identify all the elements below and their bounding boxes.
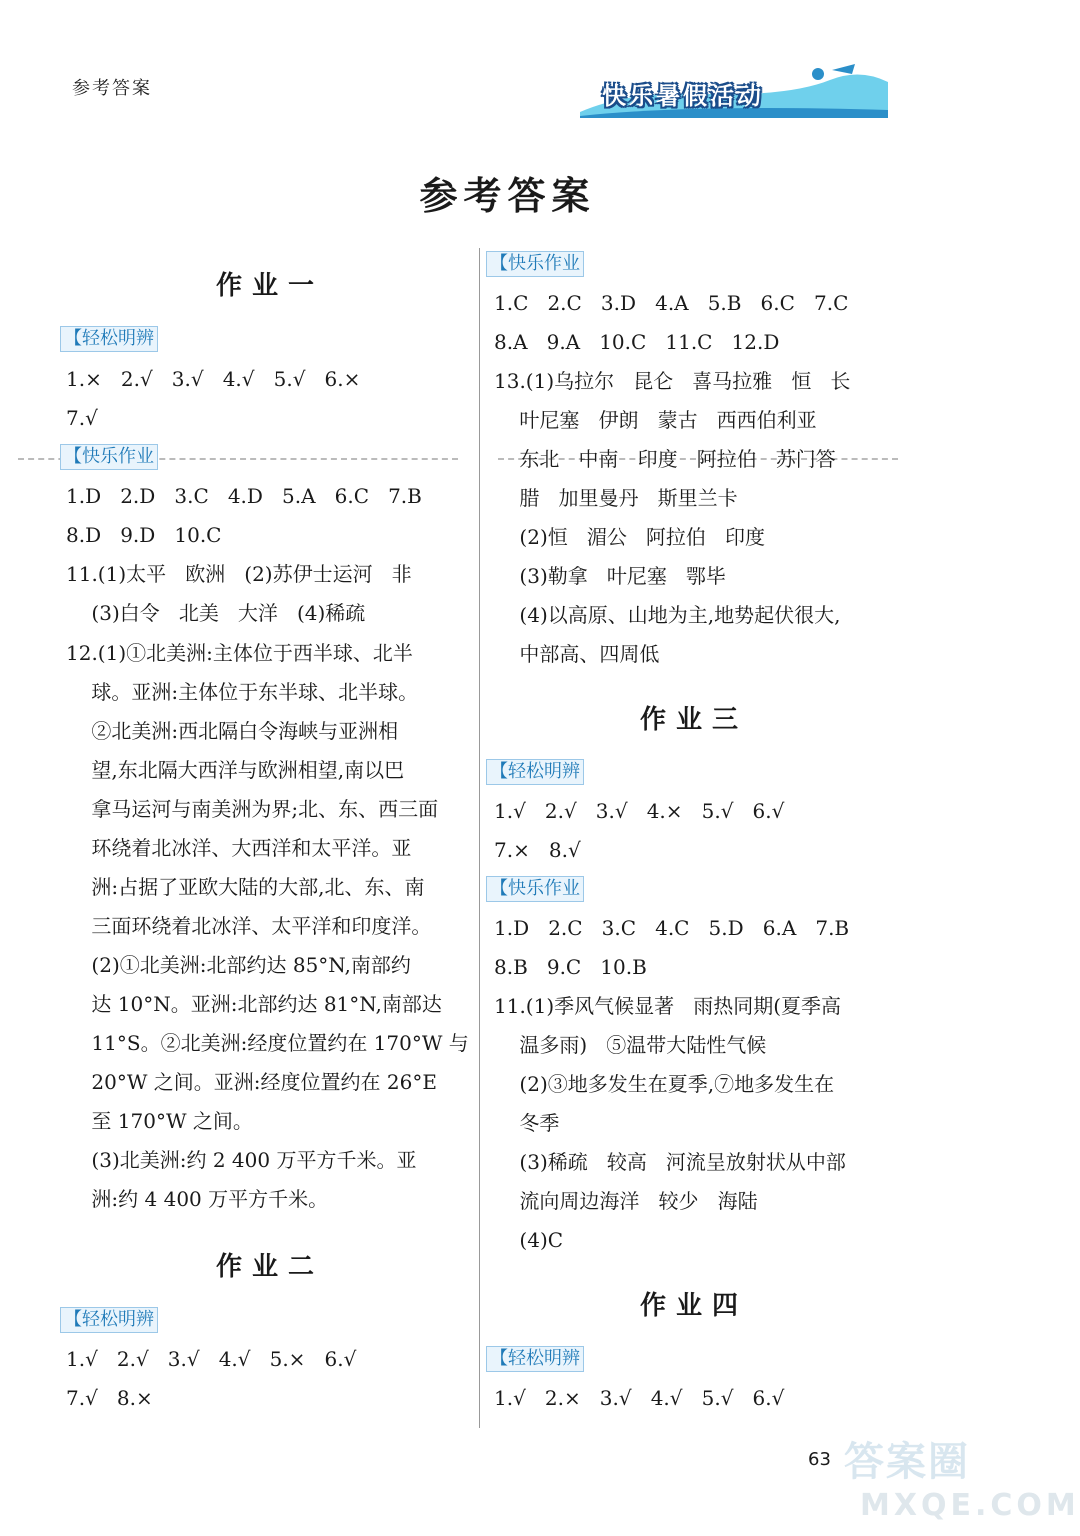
answer-line: (2)恒 湄公 阿拉伯 印度	[494, 525, 765, 549]
answer-line: 1.√ 2.× 3.√ 4.√ 5.√ 6.√	[494, 1386, 785, 1410]
hw2-title: 作业二	[216, 1252, 325, 1282]
answer-line: 11.(1)季风气候显著 雨热同期(夏季高	[494, 994, 842, 1018]
watermark-text: 答案圈	[844, 1439, 970, 1485]
watermark-logo	[838, 1430, 1080, 1530]
answer-line: 12.(1)①北美洲:主体位于西半球、北半	[66, 641, 413, 665]
answer-line: (4)以高原、山地为主,地势起伏很大,	[494, 603, 841, 627]
answer-line: (3)白令 北美 大洋 (4)稀疏	[66, 601, 366, 625]
answer-line: 环绕着北冰洋、大西洋和太平洋。亚	[66, 836, 412, 860]
answer-line: 7.× 8.√	[494, 838, 581, 862]
answer-line: (3)稀疏 较高 河流呈放射状从中部	[494, 1150, 846, 1174]
banner	[570, 60, 895, 120]
answer-line: 1.√ 2.√ 3.√ 4.× 5.√ 6.√	[494, 799, 785, 823]
hw3-title: 作业三	[640, 705, 749, 735]
answer-line: 20°W 之间。亚洲:经度位置约在 26°E	[66, 1070, 437, 1094]
watermark-url: MXQE.COM	[860, 1488, 1080, 1523]
answer-line: 7.√ 8.×	[66, 1386, 153, 1410]
answer-line: 11°S。②北美洲:经度位置约在 170°W 与	[66, 1031, 469, 1055]
answer-line: 达 10°N。亚洲:北部约达 81°N,南部达	[66, 992, 442, 1016]
column-divider	[479, 248, 480, 1428]
answer-line: 至 170°W 之间。	[66, 1109, 253, 1133]
answer-line: (4)C	[494, 1228, 564, 1252]
answer-line: 13.(1)乌拉尔 昆仑 喜马拉雅 恒 长	[494, 369, 851, 393]
hw1-title: 作业一	[216, 271, 325, 301]
answer-line: 冬季	[494, 1111, 560, 1135]
tag-easy: 【轻松明辨	[60, 326, 158, 352]
answer-line: 拿马运河与南美洲为界;北、东、西三面	[66, 797, 439, 821]
answer-line: 腊 加里曼丹 斯里兰卡	[494, 486, 738, 510]
answer-line: 1.D 2.D 3.C 4.D 5.A 6.C 7.B	[66, 484, 422, 508]
page-title: 参考答案	[419, 173, 596, 218]
answer-line: (2)①北美洲:北部约达 85°N,南部约	[66, 953, 411, 977]
answer-line: 1.D 2.C 3.C 4.C 5.D 6.A 7.B	[494, 916, 850, 940]
answer-line: 流向周边海洋 较少 海陆	[494, 1189, 758, 1213]
banner-title: 快乐暑假活动	[602, 82, 764, 110]
answer-line: 8.A 9.A 10.C 11.C 12.D	[494, 330, 780, 354]
hw4-title: 作业四	[640, 1291, 749, 1321]
answer-line: 11.(1)太平 欧洲 (2)苏伊士运河 非	[66, 562, 412, 586]
answer-line: 温多雨) ⑤温带大陆性气候	[494, 1033, 767, 1057]
corner-label: 参考答案	[72, 78, 152, 99]
answer-line: (3)勒拿 叶尼塞 鄂毕	[494, 564, 726, 588]
tag-happy: 【快乐作业	[60, 444, 158, 470]
tag-easy: 【轻松明辨	[486, 1346, 584, 1372]
answer-line: 7.√	[66, 406, 98, 430]
answer-line: 叶尼塞 伊朗 蒙古 西西伯利亚	[494, 408, 817, 432]
tag-happy: 【快乐作业	[486, 251, 584, 277]
answer-line: 1.√ 2.√ 3.√ 4.√ 5.× 6.√	[66, 1347, 357, 1371]
answer-line: 1.C 2.C 3.D 4.A 5.B 6.C 7.C	[494, 291, 849, 315]
answer-line: ②北美洲:西北隔白令海峡与亚洲相	[66, 719, 399, 743]
answer-line: 球。亚洲:主体位于东半球、北半球。	[66, 680, 419, 704]
answer-line: 中部高、四周低	[494, 642, 660, 666]
answer-line: (3)北美洲:约 2 400 万平方千米。亚	[66, 1148, 417, 1172]
answer-line: 三面环绕着北冰洋、太平洋和印度洋。	[66, 914, 432, 938]
page-number: 63	[808, 1449, 831, 1470]
answer-line: 8.B 9.C 10.B	[494, 955, 647, 979]
tag-easy: 【轻松明辨	[60, 1307, 158, 1333]
tag-easy: 【轻松明辨	[486, 759, 584, 785]
tag-happy: 【快乐作业	[486, 876, 584, 902]
answer-line: 8.D 9.D 10.C	[66, 523, 222, 547]
answer-line: 望,东北隔大西洋与欧洲相望,南以巴	[66, 758, 405, 782]
answer-line: 洲:约 4 400 万平方千米。	[66, 1187, 329, 1211]
answer-line: 东北 中南 印度 阿拉伯 苏门答	[494, 447, 836, 471]
answer-line: (2)③地多发生在夏季,⑦地多发生在	[494, 1072, 835, 1096]
answer-line: 1.× 2.√ 3.√ 4.√ 5.√ 6.×	[66, 367, 361, 391]
answer-line: 洲:占据了亚欧大陆的大部,北、东、南	[66, 875, 425, 899]
